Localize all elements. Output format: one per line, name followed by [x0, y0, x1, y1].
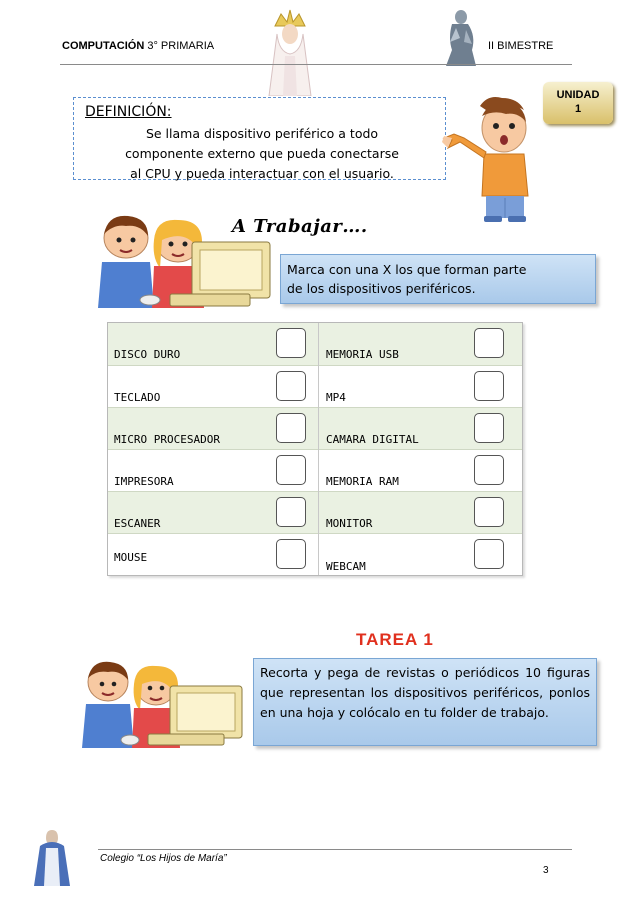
homework-instruction-box: Recorta y pega de revistas o periódicos 10 figuras que representan los dispositivos periféricos, ponlos en una hoja y colócalo en tu folder de trabajo.: [253, 658, 597, 746]
footer-divider: [98, 849, 572, 850]
header-divider: [60, 64, 572, 65]
checkbox[interactable]: [276, 539, 306, 569]
checkbox[interactable]: [276, 497, 306, 527]
checkbox[interactable]: [474, 328, 504, 358]
table-cell: MEMORIA RAM: [326, 475, 399, 488]
homework-title: TAREA 1: [356, 630, 434, 649]
table-cell: MICRO PROCESADOR: [114, 433, 220, 446]
header-course: COMPUTACIÓN 3° PRIMARIA: [62, 40, 215, 52]
peripherals-table: [107, 322, 523, 576]
checkbox[interactable]: [276, 371, 306, 401]
table-row: [108, 449, 522, 491]
table-row: [108, 365, 522, 407]
table-cell: IMPRESORA: [114, 475, 174, 488]
checkbox[interactable]: [474, 455, 504, 485]
page-number: 3: [543, 865, 549, 876]
table-cell: ESCANER: [114, 517, 161, 530]
checkbox[interactable]: [474, 371, 504, 401]
checkbox[interactable]: [474, 539, 504, 569]
table-cell: CAMARA DIGITAL: [326, 433, 419, 446]
header-term: II BIMESTRE: [488, 40, 554, 52]
checkbox[interactable]: [276, 328, 306, 358]
table-row: [108, 533, 522, 575]
table-cell: WEBCAM: [326, 560, 366, 573]
footer-school: Colegio “Los Hijos de María”: [100, 853, 227, 864]
kids-at-computer-illustration-2: [76, 658, 246, 750]
definition-title: DEFINICIÓN:: [85, 104, 172, 120]
table-row: [108, 407, 522, 449]
checkbox[interactable]: [276, 455, 306, 485]
table-cell: DISCO DURO: [114, 348, 181, 361]
checkbox[interactable]: [276, 413, 306, 443]
table-cell: MEMORIA USB: [326, 348, 399, 361]
virgin-mary-logo: [255, 4, 325, 96]
activity-title: A Trabajar….: [232, 216, 368, 237]
checkbox[interactable]: [474, 497, 504, 527]
table-cell: MP4: [326, 391, 346, 404]
table-cell: MOUSE: [114, 551, 148, 564]
boy-pointing-illustration: [440, 92, 550, 224]
table-row: [108, 491, 522, 533]
instruction-box: Marca con una X los que forman parte de los dispositivos periféricos.: [280, 254, 596, 304]
table-row: [108, 323, 522, 365]
thinker-statue-logo: [436, 8, 482, 68]
unit-badge: UNIDAD 1: [543, 82, 613, 124]
column-divider: [318, 323, 319, 575]
table-cell: MONITOR: [326, 517, 373, 530]
virgin-mary-footer-logo: [30, 826, 74, 888]
checkbox[interactable]: [474, 413, 504, 443]
table-cell: TECLADO: [114, 391, 161, 404]
definition-text: Se llama dispositivo periférico a todo componente externo que pueda conectarse al CPU y pueda interactuar con el usuario.: [125, 126, 399, 181]
